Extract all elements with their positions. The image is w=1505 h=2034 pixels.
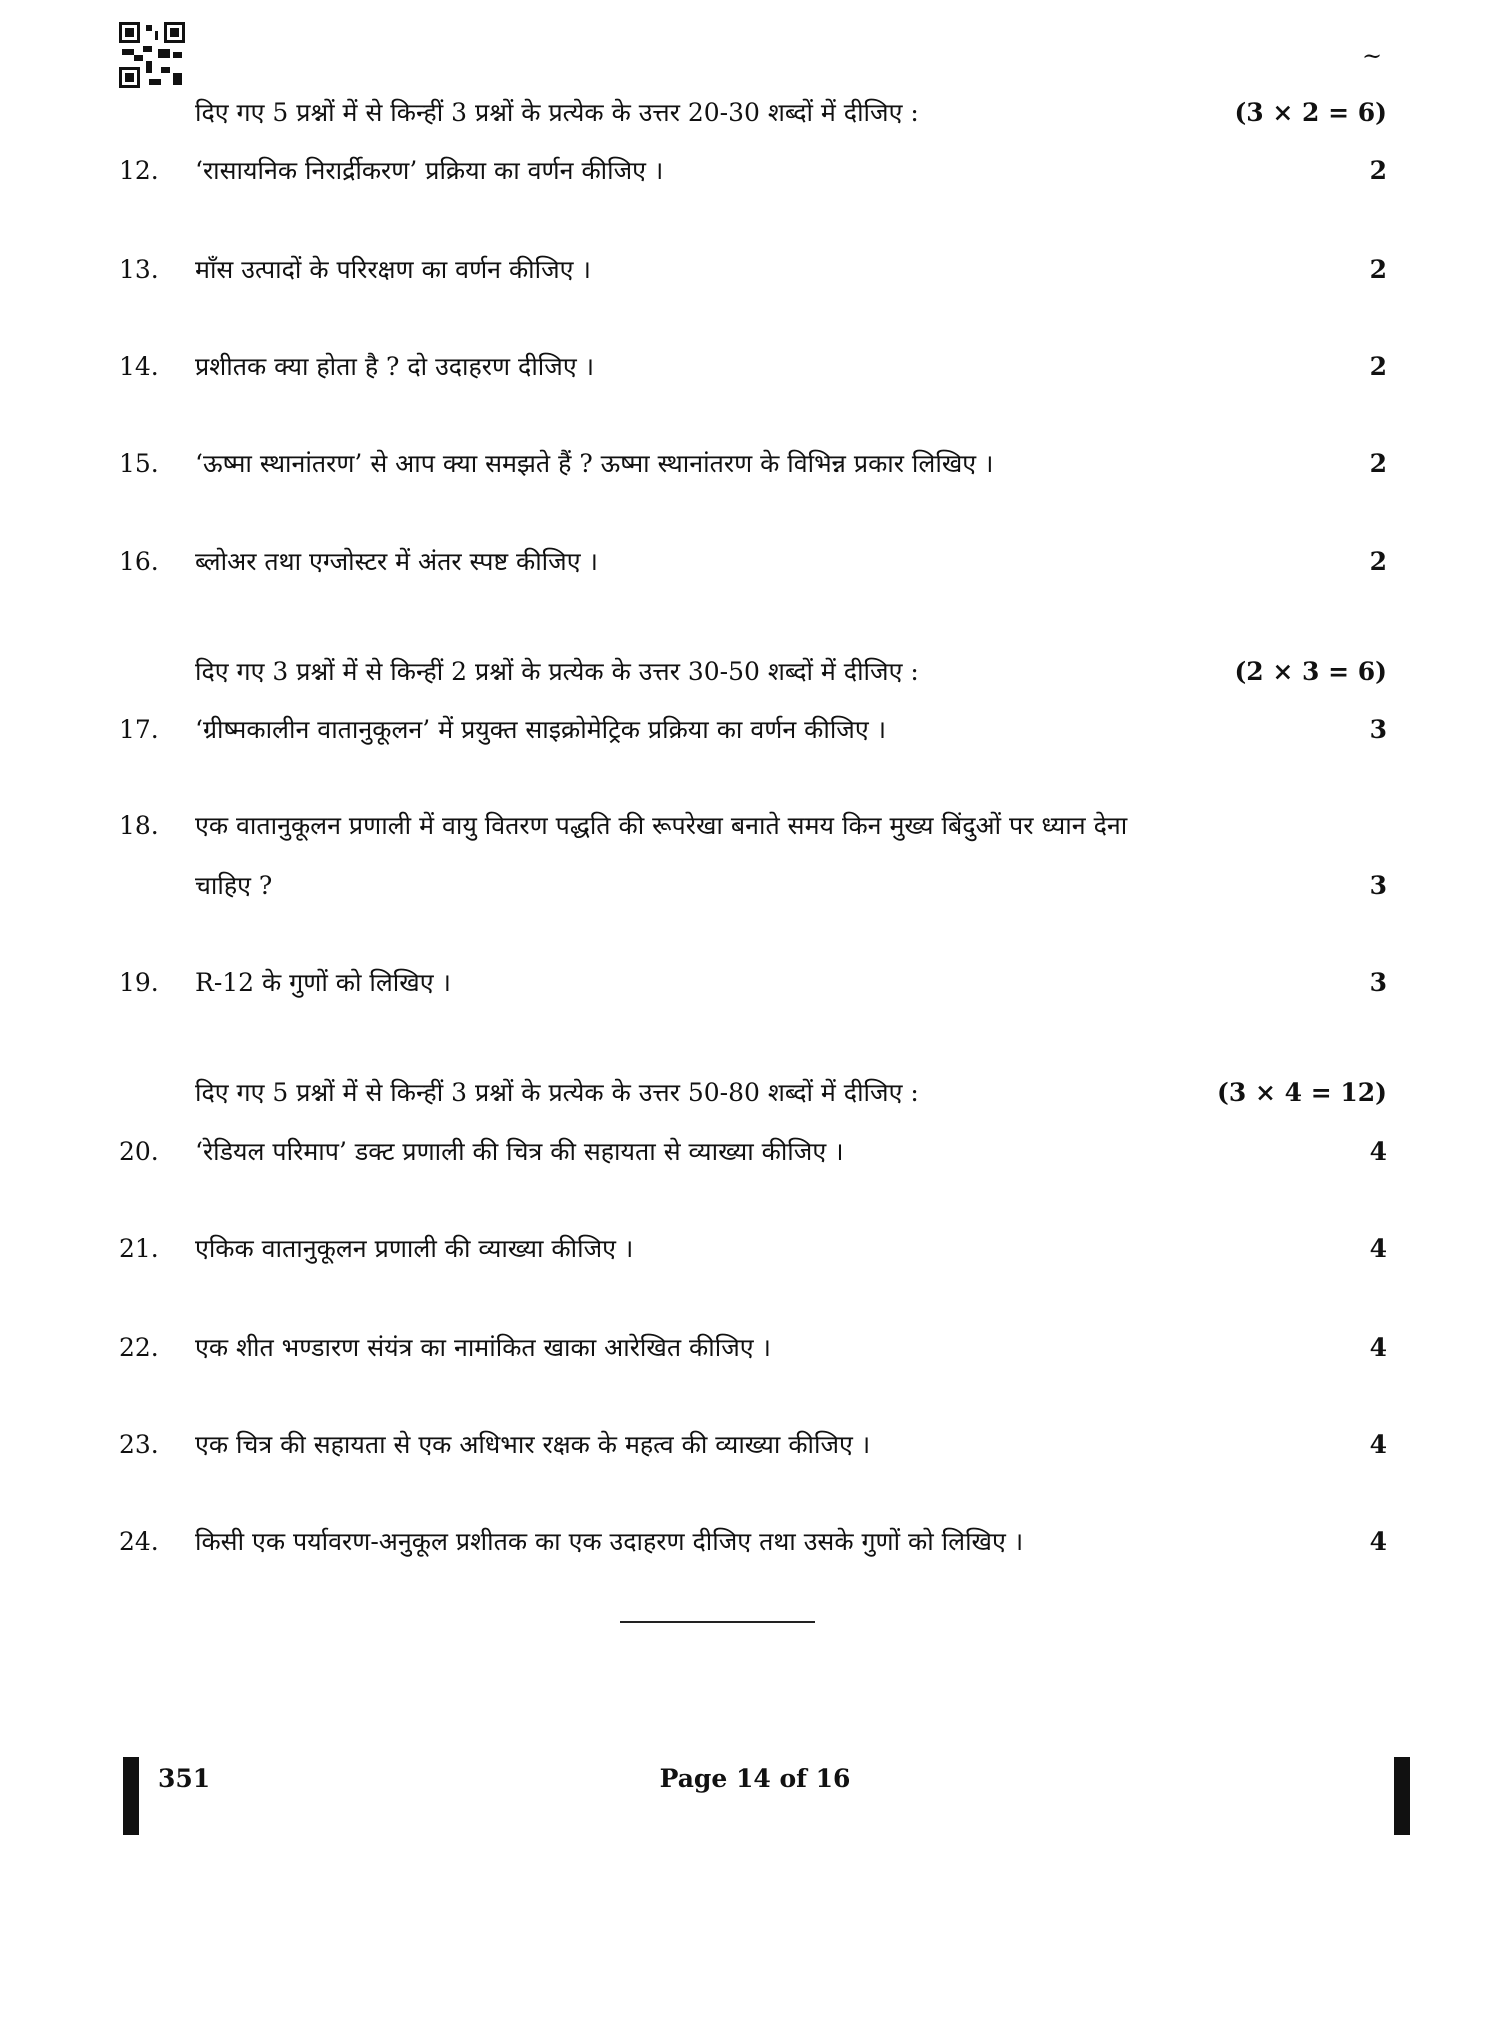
question-row <box>0 151 1505 191</box>
end-rule <box>620 1621 815 1623</box>
question-number: 18. <box>119 811 159 840</box>
question-marks: 4 <box>1369 1430 1387 1459</box>
question-text: ‘ग्रीष्मकालीन वातानुकूलन’ में प्रयुक्त साइक्रोमेट्रिक प्रक्रिया का वर्णन कीजिए । <box>195 715 887 744</box>
question-text: प्रशीतक क्या होता है ? दो उदाहरण दीजिए । <box>195 352 595 381</box>
question-number: 16. <box>119 547 159 576</box>
question-text: माँस उत्पादों के परिरक्षण का वर्णन कीजिए । <box>195 255 591 284</box>
question-text: एक वातानुकूलन प्रणाली में वायु वितरण पद्धति की रूपरेखा बनाते समय किन मुख्य बिंदुओं पर ध्यान देना <box>195 811 1128 840</box>
question-row <box>0 1425 1505 1465</box>
question-marks: 2 <box>1369 255 1387 284</box>
question-marks: 2 <box>1369 352 1387 381</box>
question-marks: 4 <box>1369 1234 1387 1263</box>
question-text: किसी एक पर्यावरण-अनुकूल प्रशीतक का एक उदाहरण दीजिए तथा उसके गुणों को लिखिए । <box>195 1527 1024 1556</box>
question-row <box>0 1328 1505 1368</box>
question-number: 19. <box>119 968 159 997</box>
question-number: 12. <box>119 156 159 185</box>
question-number: 20. <box>119 1137 159 1166</box>
question-marks: 3 <box>1369 715 1387 744</box>
question-text: एकिक वातानुकूलन प्रणाली की व्याख्या कीजिए । <box>195 1234 634 1263</box>
question-marks: 2 <box>1369 449 1387 478</box>
section-instruction: दिए गए 5 प्रश्नों में से किन्हीं 3 प्रश्नों के प्रत्येक के उत्तर 20-30 शब्दों में दीजिए : <box>195 98 919 127</box>
question-marks: 4 <box>1369 1527 1387 1556</box>
section-instruction-row <box>0 93 1505 133</box>
question-marks: 2 <box>1369 547 1387 576</box>
question-marks: 3 <box>1369 968 1387 997</box>
question-marks: 4 <box>1369 1333 1387 1362</box>
question-row <box>0 347 1505 387</box>
section-instruction-row <box>0 1073 1505 1113</box>
question-number: 15. <box>119 449 159 478</box>
question-row <box>0 1522 1505 1562</box>
question-continuation-row <box>0 866 1505 906</box>
section-instruction: दिए गए 3 प्रश्नों में से किन्हीं 2 प्रश्नों के प्रत्येक के उत्तर 30-50 शब्दों में दीजिए : <box>195 657 919 686</box>
question-text: एक शीत भण्डारण संयंत्र का नामांकित खाका आरेखित कीजिए । <box>195 1333 771 1362</box>
question-number: 13. <box>119 255 159 284</box>
question-row <box>0 806 1505 846</box>
question-row <box>0 1132 1505 1172</box>
question-number: 24. <box>119 1527 159 1556</box>
question-row <box>0 710 1505 750</box>
footer-right-bar <box>1394 1757 1410 1835</box>
qr-code <box>119 22 185 88</box>
section-instruction: दिए गए 5 प्रश्नों में से किन्हीं 3 प्रश्नों के प्रत्येक के उत्तर 50-80 शब्दों में दीजिए : <box>195 1078 919 1107</box>
question-marks: 3 <box>1369 871 1387 900</box>
question-row <box>0 1229 1505 1269</box>
question-marks: 2 <box>1369 156 1387 185</box>
question-marks: 4 <box>1369 1137 1387 1166</box>
section-marks: (3 × 4 = 12) <box>1217 1078 1387 1107</box>
question-number: 23. <box>119 1430 159 1459</box>
question-text: R-12 के गुणों को लिखिए । <box>195 968 451 997</box>
question-number: 17. <box>119 715 159 744</box>
question-row <box>0 542 1505 582</box>
page-number: Page 14 of 16 <box>659 1764 851 1793</box>
question-text: ब्लोअर तथा एग्जोस्टर में अंतर स्पष्ट कीजिए । <box>195 547 598 576</box>
question-text: ‘रेडियल परिमाप’ डक्ट प्रणाली की चित्र की सहायता से व्याख्या कीजिए । <box>195 1137 844 1166</box>
question-text-continued: चाहिए ? <box>195 871 273 900</box>
section-instruction-row <box>0 652 1505 692</box>
question-row <box>0 444 1505 484</box>
question-number: 22. <box>119 1333 159 1362</box>
question-text: ‘रासायनिक निरार्द्रीकरण’ प्रक्रिया का वर्णन कीजिए । <box>195 156 664 185</box>
question-number: 21. <box>119 1234 159 1263</box>
section-marks: (3 × 2 = 6) <box>1234 98 1387 127</box>
corner-mark: ~ <box>1362 42 1383 70</box>
subject-code: 351 <box>158 1764 211 1793</box>
question-text: एक चित्र की सहायता से एक अधिभार रक्षक के महत्व की व्याख्या कीजिए । <box>195 1430 871 1459</box>
question-row <box>0 963 1505 1003</box>
question-text: ‘ऊष्मा स्थानांतरण’ से आप क्या समझते हैं ? ऊष्मा स्थानांतरण के विभिन्न प्रकार लिखिए । <box>195 449 994 478</box>
section-marks: (2 × 3 = 6) <box>1234 657 1387 686</box>
question-row <box>0 250 1505 290</box>
question-number: 14. <box>119 352 159 381</box>
